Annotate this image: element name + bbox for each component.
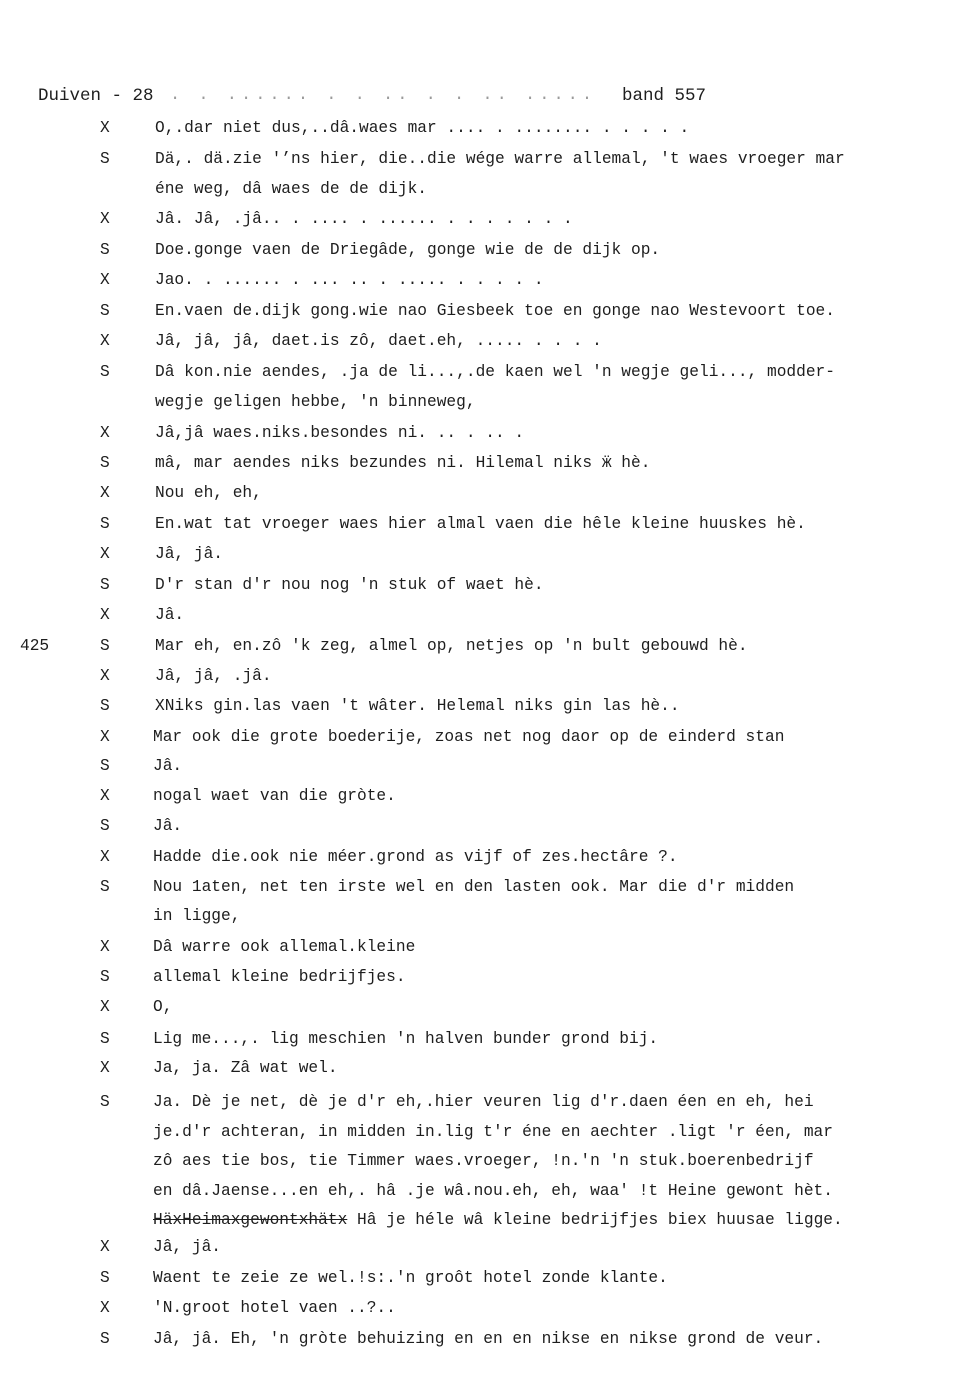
struck-text: HäxHeimaxgewontxhätx	[153, 1211, 348, 1229]
speaker-label: S	[100, 878, 110, 896]
line-text: je.d'r achteran, in midden in.lig t'r éne en aechter .ligt 'r éen, mar	[153, 1123, 833, 1141]
speaker-label: X	[100, 787, 110, 805]
line-text: Hadde die.ook nie méer.grond as vijf of zes.hectâre ?.	[153, 848, 678, 866]
header-location: Duiven - 28	[38, 86, 154, 106]
line-text: Waent te zeie ze wel.!s:.'n groôt hotel zonde klante.	[153, 1269, 668, 1287]
line-text: Ja. Dè je net, dè je d'r eh,.hier veuren lig d'r.daen éen en eh, hei	[153, 1093, 814, 1111]
line-text: Jao. . ...... . ... .. . ..... . . . . .	[155, 271, 544, 289]
line-text: Lig me...,. lig meschien 'n halven bunder grond bij.	[153, 1030, 659, 1048]
speaker-label: S	[100, 454, 110, 472]
line-text: nogal waet van die gròte.	[153, 787, 396, 805]
line-text: allemal kleine bedrijfjes.	[153, 968, 406, 986]
line-text: 'N.groot hotel vaen ..?..	[153, 1299, 396, 1317]
line-text: O,.dar niet dus,..dâ.waes mar .... . ........ . . . . .	[155, 119, 690, 137]
speaker-label: X	[100, 848, 110, 866]
speaker-label: X	[100, 1238, 110, 1256]
line-text: XNiks gin.las vaen 't wâter. Helemal niks gin las hè..	[155, 697, 680, 715]
line-text: Jâ, jâ.	[155, 545, 223, 563]
speaker-label: X	[100, 484, 110, 502]
speaker-label: S	[100, 515, 110, 533]
speaker-label: S	[100, 1269, 110, 1287]
line-text: Jâ, jâ, .jâ.	[155, 667, 272, 685]
line-text: Jâ, jâ. Eh, 'n gròte behuizing en en en nikse en nikse grond de veur.	[153, 1330, 824, 1348]
line-text: éne weg, dâ waes de de dijk.	[155, 180, 427, 198]
line-text: D'r stan d'r nou nog 'n stuk of waet hè.	[155, 576, 544, 594]
line-text: En.wat tat vroeger waes hier almal vaen die hêle kleine huuskes hè.	[155, 515, 806, 533]
speaker-label: X	[100, 1299, 110, 1317]
line-text: wegje geligen hebbe, 'n binneweg,	[155, 393, 476, 411]
line-text: Jâ.	[153, 757, 183, 775]
speaker-label: X	[100, 667, 110, 685]
line-text: Dâ kon.nie aendes, .ja de li...,.de kaen wel 'n wegje geli..., modder-	[155, 363, 835, 381]
line-text: Mar ook die grote boederije, zoas net nog daor op de einderd stan	[153, 728, 785, 746]
line-number: 425	[20, 637, 50, 655]
speaker-label: X	[100, 424, 110, 442]
line-text: En.vaen de.dijk gong.wie nao Giesbeek toe en gonge nao Westevoort toe.	[155, 302, 835, 320]
line-text: O,	[153, 998, 173, 1016]
line-text: Nou eh, eh,	[155, 484, 262, 502]
speaker-label: X	[100, 271, 110, 289]
line-text: Jâ, jâ.	[153, 1238, 221, 1256]
line-text: Jâ. Jâ, .jâ.. . .... . ...... . . . . . . .	[155, 210, 573, 228]
line-text: Dâ warre ook allemal.kleine	[153, 938, 416, 956]
speaker-label: S	[100, 150, 110, 168]
line-text: Dä,. dä.zie '’ns hier, die..die wége warre allemal, 't waes vroeger mar	[155, 150, 845, 168]
line-text: Doe.gonge vaen de Driegâde, gonge wie de de dijk op.	[155, 241, 661, 259]
line-text: Jâ, jâ, jâ, daet.is zô, daet.eh, ..... . . . .	[155, 332, 602, 350]
speaker-label: X	[100, 998, 110, 1016]
line-text: mâ, mar aendes niks bezundes ni. Hilemal niks ӝ hè.	[155, 454, 651, 472]
speaker-label: S	[100, 968, 110, 986]
line-text: Hâ je héle wâ kleine bedrijfjes biex huusae ligge.	[357, 1211, 843, 1229]
speaker-label: S	[100, 302, 110, 320]
speaker-label: S	[100, 1330, 110, 1348]
line-text: Jâ.	[155, 606, 185, 624]
line-text: zô aes tie bos, tie Timmer waes.vroeger, !n.'n 'n stuk.boerenbedrijf	[153, 1152, 814, 1170]
header-dots: . . ...... . . .. . . .. .....	[170, 86, 597, 105]
speaker-label: S	[100, 363, 110, 381]
line-text: en dâ.Jaense...en eh,. hâ .je wâ.nou.eh, eh, waa' !t Heine gewont hèt.	[153, 1182, 833, 1200]
speaker-label: X	[100, 728, 110, 746]
line-text: Jâ,jâ waes.niks.besondes ni. .. . .. .	[155, 424, 525, 442]
speaker-label: S	[100, 637, 110, 655]
speaker-label: S	[100, 241, 110, 259]
line-text: Ja, ja. Zâ wat wel.	[153, 1059, 338, 1077]
line-text: Nou 1aten, net ten irste wel en den lasten ook. Mar die d'r midden	[153, 878, 795, 896]
header-band: band 557	[622, 86, 707, 106]
speaker-label: S	[100, 697, 110, 715]
line-text: Jâ.	[153, 817, 183, 835]
speaker-label: X	[100, 938, 110, 956]
speaker-label: S	[100, 576, 110, 594]
speaker-label: X	[100, 545, 110, 563]
speaker-label: S	[100, 757, 110, 775]
line-text: in ligge,	[153, 907, 241, 925]
speaker-label: X	[100, 210, 110, 228]
speaker-label: S	[100, 1093, 110, 1111]
speaker-label: X	[100, 1059, 110, 1077]
line-text: Mar eh, en.zô 'k zeg, almel op, netjes op 'n bult gebouwd hè.	[155, 637, 748, 655]
speaker-label: X	[100, 332, 110, 350]
speaker-label: S	[100, 1030, 110, 1048]
speaker-label: S	[100, 817, 110, 835]
speaker-label: X	[100, 606, 110, 624]
speaker-label: X	[100, 119, 110, 137]
